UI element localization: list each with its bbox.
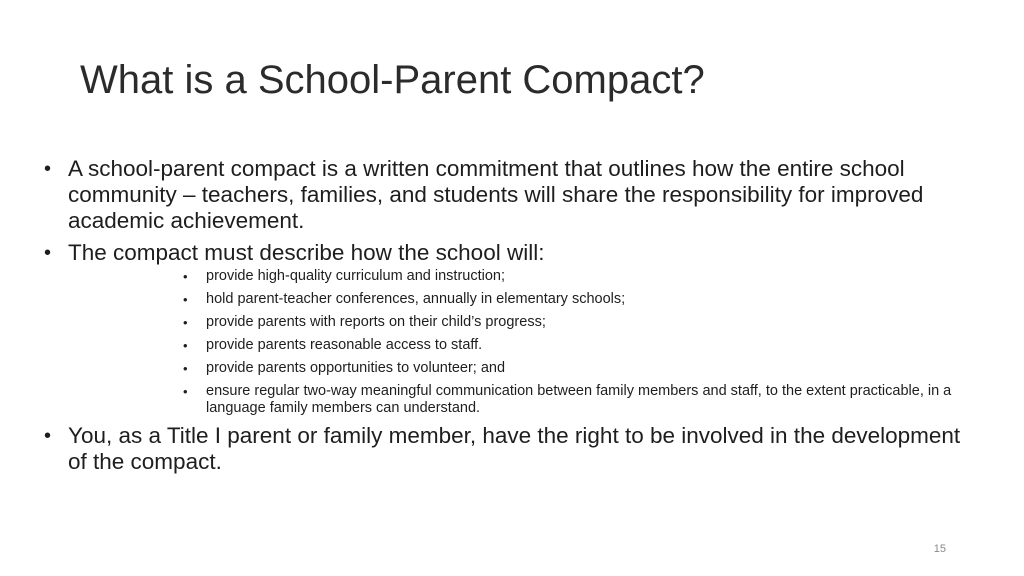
sub-bullet-item xyxy=(183,360,984,377)
bullet-icon: • xyxy=(183,315,188,330)
sub-bullet-item xyxy=(183,337,984,354)
sub-bullet-list xyxy=(68,268,984,417)
sub-bullet-item xyxy=(183,268,984,285)
bullet-icon: • xyxy=(183,338,188,353)
bullet-icon: • xyxy=(44,242,52,264)
bullet-icon: • xyxy=(44,425,52,447)
bullet-text: A school-parent compact is a written commitment that outlines how the entire school community – teachers, families, and students will share the responsibility for improved academic achievement. xyxy=(68,156,924,233)
bullet-icon: • xyxy=(183,269,188,284)
bullet-item xyxy=(44,240,984,417)
bullet-icon: • xyxy=(183,361,188,376)
sub-bullet-text: provide parents reasonable access to staff. xyxy=(206,337,483,353)
bullet-text: The compact must describe how the school will: xyxy=(68,240,545,265)
sub-bullet-item xyxy=(183,291,984,308)
bullet-icon: • xyxy=(183,384,188,399)
bullet-icon: • xyxy=(44,158,52,180)
sub-bullet-item xyxy=(183,383,984,417)
bullet-list xyxy=(44,156,984,481)
sub-bullet-text: hold parent-teacher conferences, annually in elementary schools; xyxy=(206,291,626,307)
bullet-icon: • xyxy=(183,292,188,307)
slide-title: What is a School-Parent Compact? xyxy=(80,58,705,102)
sub-bullet-text: provide high-quality curriculum and instruction; xyxy=(206,268,506,284)
sub-bullet-text: ensure regular two-way meaningful communication between family members and staff, to the extent practicable, in a language family members can understand. xyxy=(206,383,952,416)
bullet-item xyxy=(44,423,984,475)
sub-bullet-text: provide parents opportunities to volunteer; and xyxy=(206,360,506,376)
page-number: 15 xyxy=(933,543,946,555)
sub-bullet-item xyxy=(183,314,984,331)
bullet-item xyxy=(44,156,984,234)
bullet-text: You, as a Title I parent or family member, have the right to be involved in the development of the compact. xyxy=(68,423,961,474)
sub-bullet-text: provide parents with reports on their child’s progress; xyxy=(206,314,546,330)
